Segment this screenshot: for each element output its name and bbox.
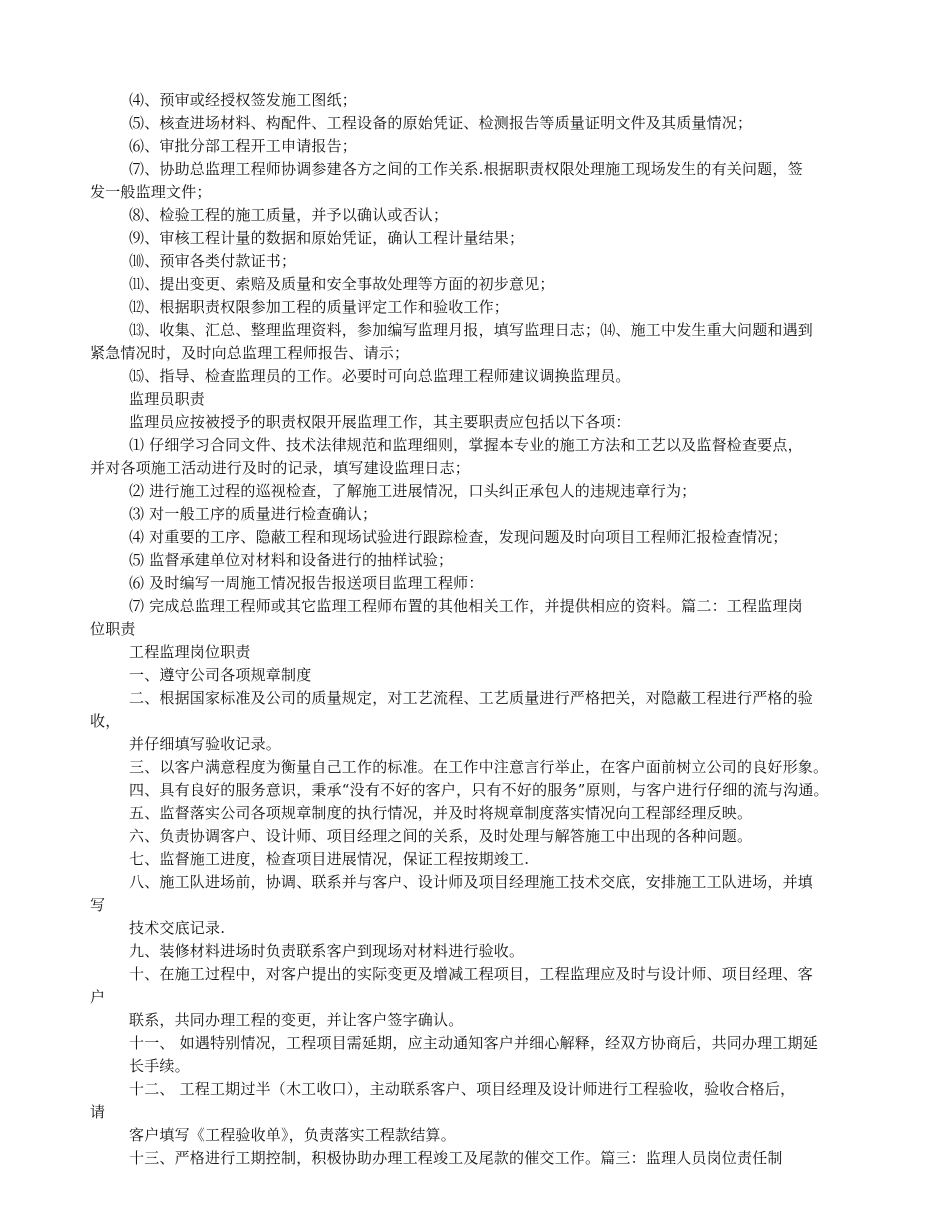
text-line: 六、负责协调客户、设计师、项目经理之间的关系，及时处理与解答施工中出现的各种问题。 <box>129 827 753 845</box>
text-line: ⑾、提出变更、索赔及质量和安全事故处理等方面的初步意见； <box>129 275 555 293</box>
text-line: 户 <box>90 988 106 1006</box>
text-line: 长手续。 <box>129 1057 190 1075</box>
text-line: ⑵ 进行施工过程的巡视检查，了解施工进展情况，口头纠正承包人的违规违章行为； <box>129 482 697 500</box>
text-line: 二、根据国家标准及公司的质量规定，对工艺流程、工艺质量进行严格把关，对隐蔽工程进行严格的验 <box>129 689 814 707</box>
text-line: 技术交底记录. <box>129 919 226 937</box>
text-line: 八、施工队进场前，协调、联系并与客户、设计师及项目经理施工技术交底，安排施工工队进场，并填 <box>129 873 814 891</box>
text-line: 四、具有良好的服务意识，秉承“没有不好的客户，只有不好的服务”原则，与客户进行仔细的流与沟通。 <box>129 781 829 799</box>
text-line: 并对各项施工活动进行及时的记录，填写建设监理日志； <box>90 459 471 477</box>
text-line: 十二、 工程工期过半（木工收口），主动联系客户、项目经理及设计师进行工程验收，验收合格后， <box>129 1080 796 1098</box>
text-line: ⑹、审批分部工程开工申请报告； <box>129 137 358 155</box>
text-line: ⑹ 及时编写一周施工情况报告报送项目监理工程师： <box>129 574 484 592</box>
text-line: 收， <box>90 712 121 730</box>
text-line: ⑴ 仔细学习合同文件、技术法律规范和监理细则，掌握本专业的施工方法和工艺以及监督检查要点， <box>129 436 803 454</box>
text-line: ⑸ 监督承建单位对材料和设备进行的抽样试验； <box>129 551 454 569</box>
text-line: ⑿、根据职责权限参加工程的质量评定工作和验收工作； <box>129 298 510 316</box>
text-line: 十一、 如遇特别情况，工程项目需延期，应主动通知客户并细心解释，经双方协商后，共同办理工期延 <box>129 1034 818 1052</box>
text-line: 联系，共同办理工程的变更，并让客户签字确认。 <box>129 1011 464 1029</box>
section-heading: 监理员职责 <box>129 390 206 408</box>
text-line: 五、监督落实公司各项规章制度的执行情况，并及时将规章制度落实情况向工程部经理反映。 <box>129 804 753 822</box>
section-heading: 工程监理岗位职责 <box>129 643 251 661</box>
text-line: ⑺、协助总监理工程师协调参建各方之间的工作关系.根据职责权限处理施工现场发生的有关问题，签 <box>129 160 803 178</box>
text-line: ⑷、预审或经授权签发施工图纸； <box>129 91 358 109</box>
text-line: ⑼、审核工程计量的数据和原始凭证，确认工程计量结果； <box>129 229 525 247</box>
text-line: ⒀、收集、汇总、整理监理资料，参加编写监理月报，填写监理日志；⒁、施工中发生重大问题和遇到 <box>129 321 814 339</box>
text-line: 紧急情况时，及时向总监理工程师报告、请示； <box>90 344 410 362</box>
text-line: ⒂、指导、检查监理员的工作。必要时可向总监理工程师建议调换监理员。 <box>129 367 631 385</box>
text-line: ⑽、预审各类付款证书； <box>129 252 297 270</box>
text-line: ⑶ 对一般工序的质量进行检查确认； <box>129 505 378 523</box>
text-line: 发一般监理文件； <box>90 183 212 201</box>
text-line: 七、监督施工进度，检查项目进展情况，保证工程按期竣工. <box>129 850 530 868</box>
text-line: 位职责 <box>90 620 136 638</box>
text-line: 请 <box>90 1103 106 1121</box>
text-line: 九、装修材料进场时负责联系客户到现场对材料进行验收。 <box>129 942 525 960</box>
text-line: 监理员应按被授予的职责权限开展监理工作，其主要职责应包括以下各项： <box>129 413 631 431</box>
text-line: 客户填写《工程验收单》，负责落实工程款结算。 <box>129 1126 456 1144</box>
text-line: ⑸、核查进场材料、构配件、工程设备的原始凭证、检测报告等质量证明文件及其质量情况； <box>129 114 753 132</box>
text-line: 十、在施工过程中，对客户提出的实际变更及增减工程项目，工程监理应及时与设计师、项目经理、客 <box>129 965 814 983</box>
text-line: ⑺ 完成总监理工程师或其它监理工程师布置的其他相关工作，并提供相应的资料。篇二：工程监理岗 <box>129 597 803 615</box>
text-line: 三、以客户满意程度为衡量自己工作的标准。在工作中注意言行举止，在客户面前树立公司的良好形象。 <box>129 758 829 776</box>
text-line: 写 <box>90 896 106 914</box>
text-line: 十三、严格进行工期控制，积极协助办理工程竣工及尾款的催交工作。篇三：监理人员岗位责任制 <box>129 1149 783 1167</box>
text-line: 并仔细填写验收记录。 <box>129 735 282 753</box>
text-line: 一、遵守公司各项规章制度 <box>129 666 312 684</box>
text-line: ⑷ 对重要的工序、隐蔽工程和现场试验进行跟踪检查，发现问题及时向项目工程师汇报检查情况； <box>129 528 788 546</box>
text-line: ⑻、检验工程的施工质量，并予以确认或否认； <box>129 206 449 224</box>
